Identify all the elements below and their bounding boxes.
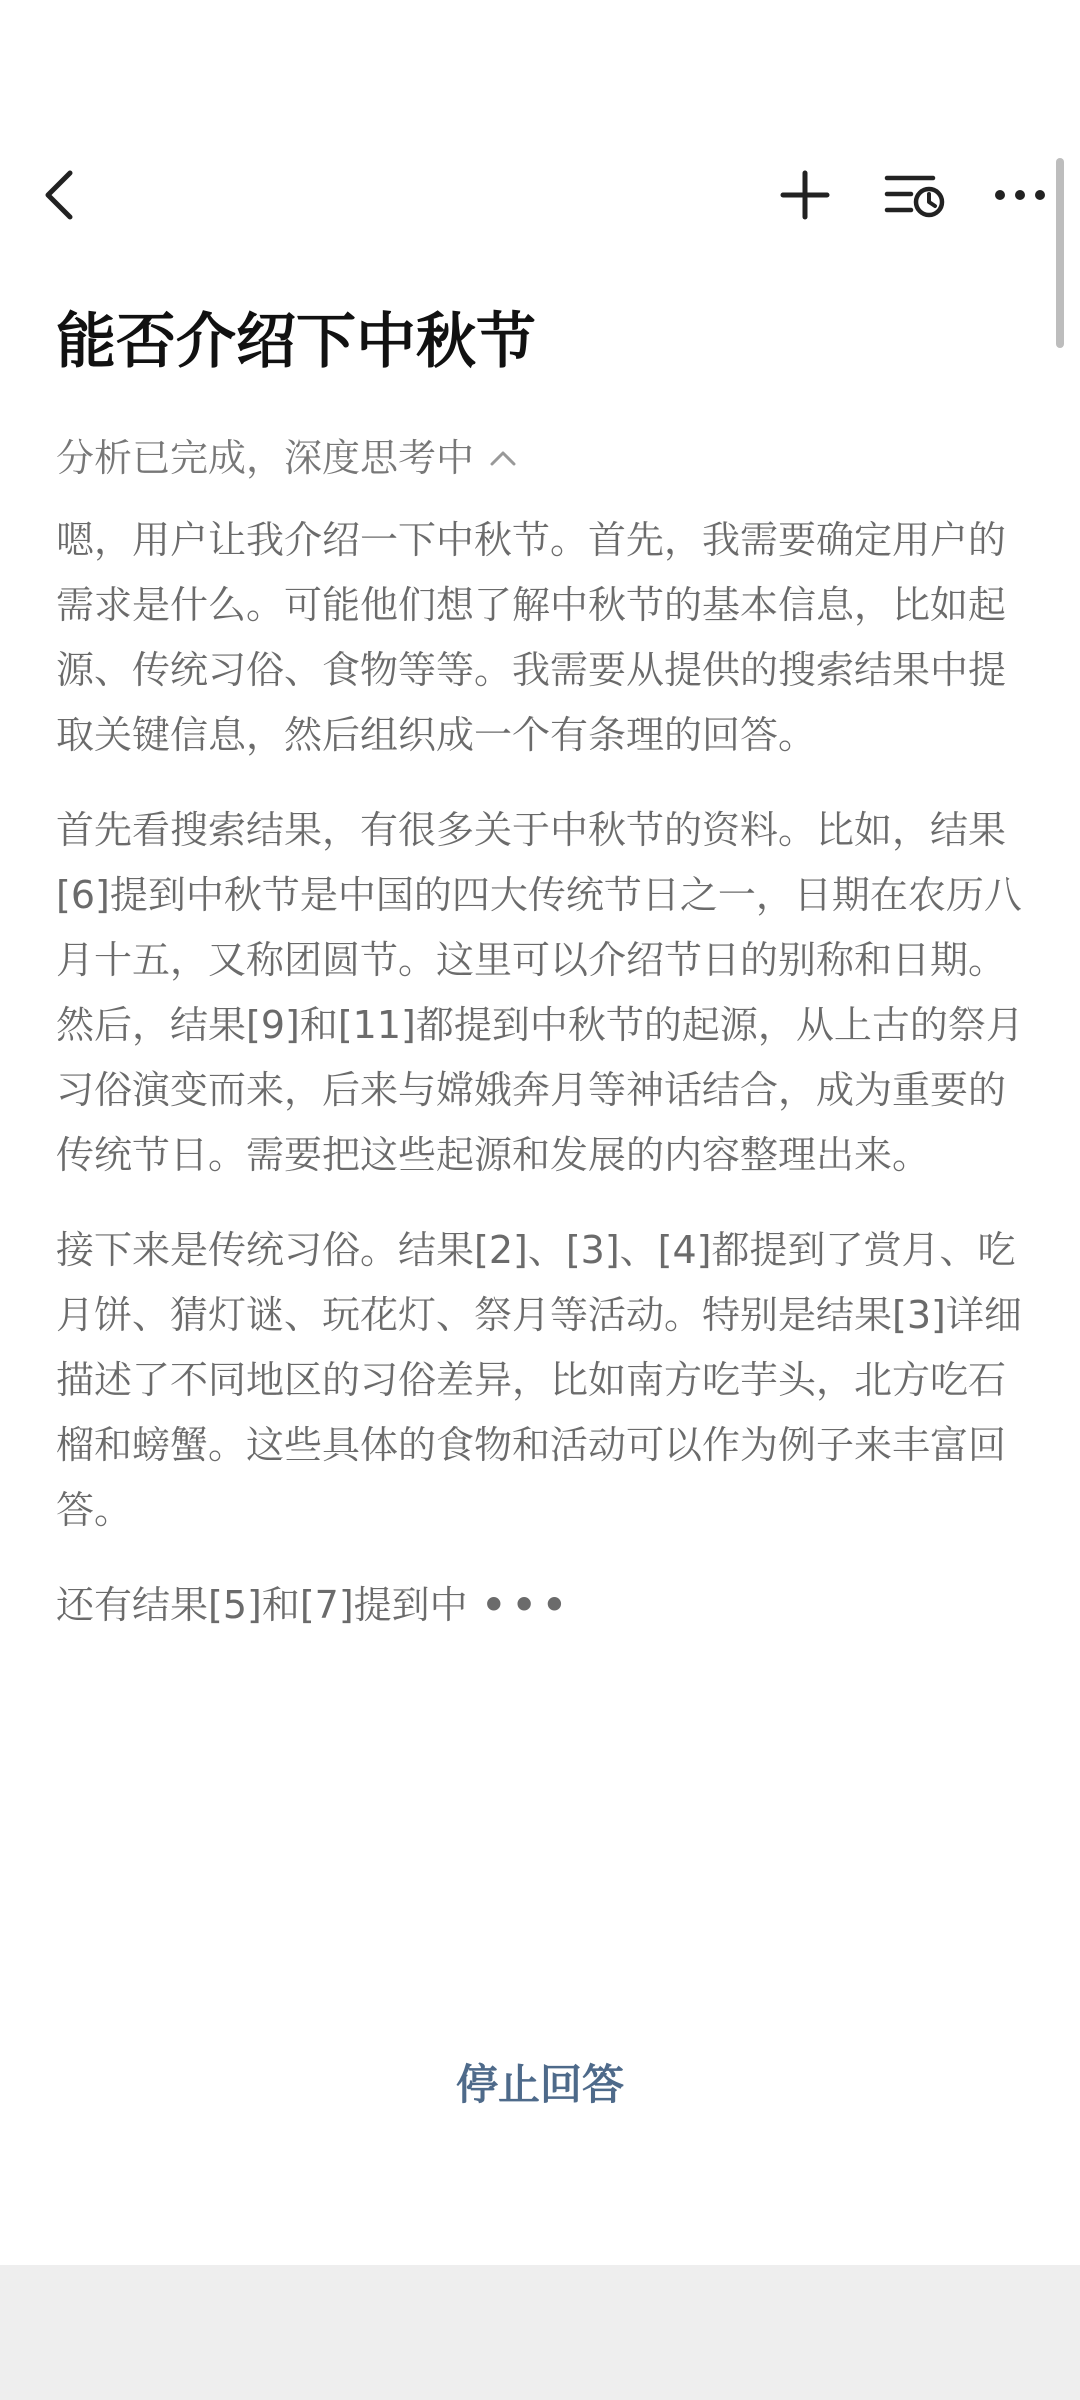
thinking-content [56, 508, 1030, 1668]
more-button[interactable] [985, 160, 1055, 230]
back-button[interactable] [30, 160, 90, 230]
thinking-paragraph: 首先看搜索结果，有很多关于中秋节的资料。比如，结果[6]提到中秋节是中国的四大传统节日之一，日期在农历八月十五，又称团圆节。这里可以介绍节日的别称和日期。然后，结果[9]和[11]都提到中秋节的起源，从上古的祭月习俗演变而来，后来与嫦娥奔月等神话结合，成为重要的传统节日。需要把这些起源和发展的内容整理出来。 [56, 808, 1024, 1177]
stop-answer-button[interactable]: 停止回答 [455, 2060, 624, 2109]
top-bar [0, 150, 1080, 240]
chevron-up-icon [486, 441, 520, 475]
bottom-input-area [0, 2265, 1080, 2400]
plus-icon [779, 169, 831, 221]
conversation-title: 能否介绍下中秋节 [56, 307, 536, 377]
scrollbar[interactable] [1056, 158, 1064, 348]
thinking-paragraph: 嗯，用户让我介绍一下中秋节。首先，我需要确定用户的需求是什么。可能他们想了解中秋节的基本信息，比如起源、传统习俗、食物等等。我需要从提供的搜索结果中提取关键信息，然后组织成一个有条理的回答。 [56, 518, 1007, 757]
thinking-paragraph-text: 还有结果[5]和[7]提到中 [56, 1583, 468, 1627]
thinking-status-label: 分析已完成，深度思考中 [56, 436, 475, 480]
thinking-paragraph-streaming [56, 1573, 1030, 1638]
chevron-left-icon [40, 167, 80, 223]
thinking-paragraph: 接下来是传统习俗。结果[2]、[3]、[4]都提到了赏月、吃月饼、猜灯谜、玩花灯、祭月等活动。特别是结果[3]详细描述了不同地区的习俗差异，比如南方吃芋头，北方吃石榴和螃蟹。这些具体的食物和活动可以作为例子来丰富回答。 [56, 1228, 1022, 1532]
loading-indicator: ••• [481, 1583, 573, 1627]
more-horizontal-icon [993, 188, 1047, 202]
new-chat-button[interactable] [770, 160, 840, 230]
history-button[interactable] [875, 160, 955, 230]
thinking-status-toggle[interactable] [56, 432, 520, 484]
history-icon [883, 170, 947, 220]
